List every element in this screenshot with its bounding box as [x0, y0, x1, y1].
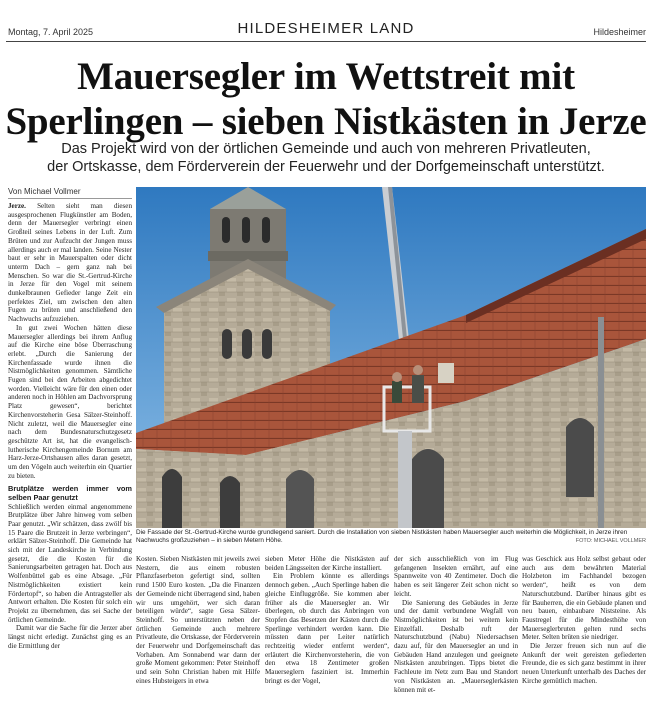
paragraph: Die Jerzer freuen sich nun auf die Ankunft der weit gereisten gefiederten Freunde, die es sich ganz bestimmt in ihrer neuen Unterkunft unterhalb des Daches der Kirche gemütlich machen.: [522, 642, 646, 685]
photo-caption: Die Fassade der St.-Gertrud-Kirche wurde grundlegend saniert. Durch die Installation von sieben Nistkästen haben Mauersegler auch weiterhin die Möglichkeit, in Jerze ihren Nachwuchs großzuziehen – in sieben Metern Höhe.: [136, 529, 628, 544]
article-column-4: [394, 555, 518, 710]
subheadline-line-2: der Ortskasse, dem Förderverein der Feuerwehr und der Dorfgemeinschaft unterstützt.: [47, 159, 605, 175]
church-photo-illustration: [136, 187, 646, 528]
paragraph: Kosten. Sieben Nistkästen mit jeweils zwei Nestern, die aus einem robusten Pflanzfaserbeton gefertigt sind, sollten rund 1500 Euro kosten. „Da die Finanzen der Gemeinde nicht überragend sind, haben wir uns umgehört, wer sich daran beteiligen würde“, sagte Gesa Sälzer-Steinhoff. So unterstützten neben der örtlichen Gemeinde auch mehrere Privatleute, die Ortskasse, der Förderverein der Feuerwehr und Dorfgemeinschaft das Vorhaben. Am Sonnabend war dann der große Moment gekommen: Peter Steinhoff und sein Sohn Christian haben mit Hilfe eines Hubsteigers in etwa: [136, 555, 260, 685]
article-column-5: [522, 555, 646, 710]
paragraph: Ein Problem könnte es allerdings dennoch geben. „Auch Sperlinge haben die gleiche Einfluggröße. Sie kommen aber früher als die Mauersegler an. Wir überlegen, ob durch das Anbringen von Stopfen das Besetzen der Kästen durch die Sperlinge verhindert werden kann. Die müssten dann per Leiter natürlich rechtzeitig wieder entfernt werden“, erläutert die Kirchenvorsteherin, die von den etwa 18 Zentimeter großen Mauerseglern fasziniert ist. Immerhin bringt es der Vogel,: [265, 572, 389, 685]
paragraph: sieben Meter Höhe die Nistkästen auf beiden Längsseiten der Kirche installiert.: [265, 555, 389, 572]
newspaper-name: Hildesheimer: [593, 27, 646, 37]
paragraph: Die Sanierung des Gebäudes in Jerze und der damit verbundene Wegfall von Nistmöglichkeiten ist bei weitem kein Einzelfall. Deshalb ruft der Naturschutzbund (Nabu) Niedersachsen dazu auf, für den Mauersegler an und in Gebäuden Hand anzulegen und geeignete Nistkästen anzubringen. Tipps bietet die Fachleute im Netz zum Bau und Standort von Nistkästen an. „Mauerseglerkästen können mit et-: [394, 598, 518, 694]
headline-line-1: Mauersegler im Wettstreit mit: [77, 55, 575, 98]
byline-divider: [8, 198, 132, 199]
paragraph: [8, 202, 132, 324]
paragraph: Schließlich werden einmal angenommene Brutplätze über Jahre hinweg vom selben Paar genutzt. „Wir schätzen, dass zwölf bis 15 Paare die Brutzeit in Jerze verbringen“, erklärt Sälzer-Steinhoff. Die Gemeinde hat sich mit der Landeskirche in Verbindung gesetzt, die die Kosten für die Sanierungsarbeiten getragen hat. Doch aus Wolfenbüttel gab es eine Absage. „Für Nistmöglichkeiten existiert kein Fördertopf“, so haben die Antragsteller als Antwort erhalten. Die Kosten für solch ein Projekt zu übernehmen, das sei Sache der örtlichen Gemeinde.: [8, 502, 132, 624]
paragraph: was Geschick aus Holz selbst gebaut oder auch aus dem bewährten Material Holzbeton im Fachhandel bezogen werden“, heißt es von dem Naturschutzbund. Darüber hinaus gibt es für Bauherren, die ein Gebäude planen und neu bauen, einbaubare Niststeine. Als Faustregel für die Mindesthöhe von Mauerseglerbruten gelten rund sechs Meter. Selten brüten sie niedriger.: [522, 555, 646, 642]
article-column-2: [136, 555, 260, 710]
church-photo: [136, 187, 646, 528]
article-column-3: [265, 555, 389, 710]
article-subheadline: [40, 140, 612, 176]
dateline: Jerze.: [8, 202, 26, 210]
subheadline-line-1: Das Projekt wird von der örtlichen Gemeinde und auch von mehreren Privatleuten,: [61, 141, 591, 157]
issue-date: Montag, 7. April 2025: [8, 27, 94, 37]
header-divider: [6, 41, 646, 42]
paragraph-text: Selten sieht man diesen ausgesprochenen Flugkünstler am Boden, denn der Mauersegler verbringt einen Großteil seines Lebens in der Luft. Zum Brüten und zur Aufzucht der Jungen muss allerdings auch er mal landen. Seine Nester baut er sehr in Mauerspalten oder dicht unterm Dach – gern ganz nah bei Menschen. So war die St.-Gertrud-Kirche in Jerze für den Vogel mit seinem dunkelbraunen Gefieder lange Zeit ein perfektes Ziel, um zwischen den alten Fugen zu brüten und anschließend den Nachwuchs aufzuziehen.: [8, 202, 132, 324]
section-subtitle: Brutplätze werden immer vom selben Paar genutzt: [8, 483, 132, 502]
headline-line-2: Sperlingen – sieben Nistkästen in Jerze: [5, 100, 647, 143]
photo-credit: FOTO: MICHAEL VOLLMER: [575, 538, 646, 544]
article-headline: [0, 54, 652, 144]
paragraph: In gut zwei Wochen hätten diese Mauersegler allerdings bei ihrem Anflug auf die Kirche eine böse Überraschung erlebt. „Durch die Sanierung der Kirchenfassade wurde ihnen die Nistmöglichkeiten genommen. Sämtliche Fugen sind bei den Arbeiten abgedichtet worden. Vielleicht wäre für den einen oder anderen noch in Höhlen am Dachvorsprung Platz gewesen“, berichtet Kirchenvorsteherin Gesa Sälzer-Steinhoff. Nicht zuletzt, weil die Mauersegler eine nach dem Bundesnaturschutzgesetz geschützte Art ist, hat die evangelisch-lutherische Kirchengemeinde Bornum am Harz-Jerze-Ortshausen alles daran gesetzt, um den Vögeln auch weiterhin ein Quartier zu bieten.: [8, 323, 132, 480]
paragraph: Damit war die Sache für die Jerzer aber längst nicht erledigt. Zunächst ging es an die Ermittlung der: [8, 624, 132, 650]
article-column-1: [8, 202, 132, 710]
author-byline: Von Michael Vollmer: [8, 187, 81, 196]
section-title: HILDESHEIMER LAND: [237, 20, 415, 37]
paragraph: der sich ausschließlich von im Flug gefangenen Insekten ernährt, auf eine Spannweite von 40 Zentimeter. Doch die haben es seit längerer Zeit schon nicht so leicht.: [394, 555, 518, 598]
